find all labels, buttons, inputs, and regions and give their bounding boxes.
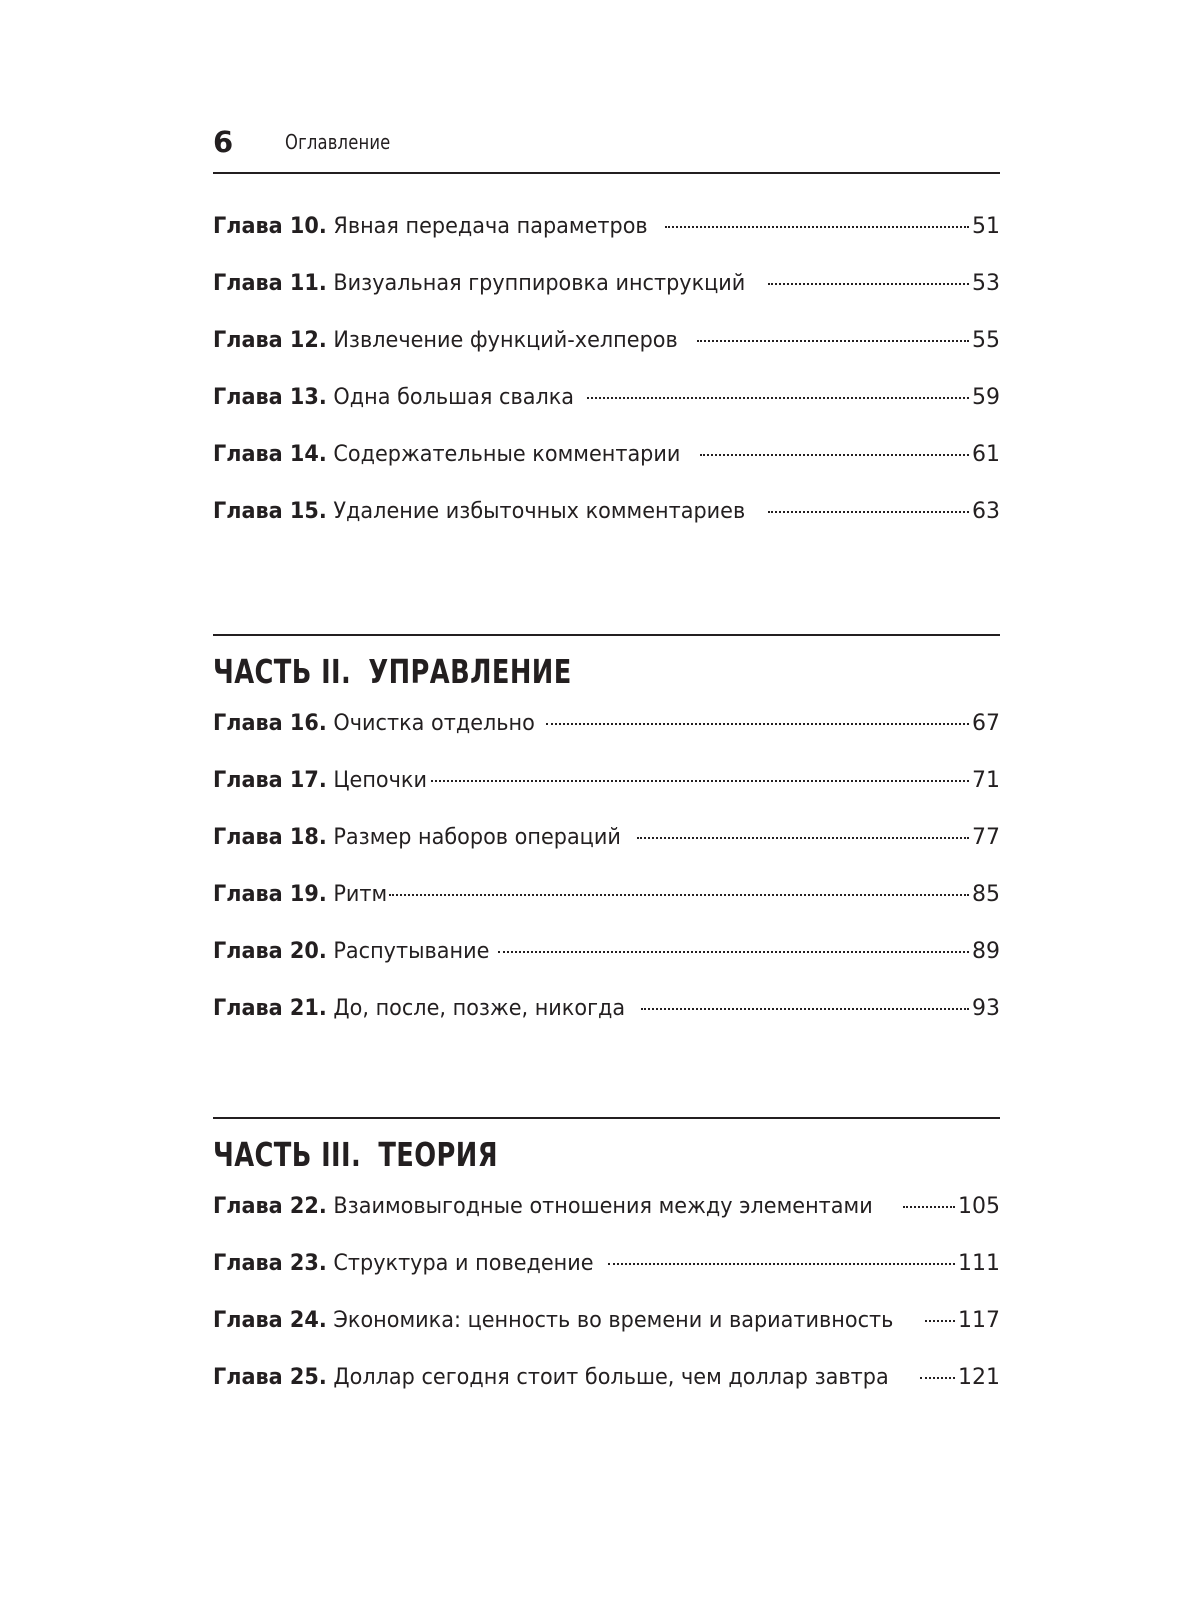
toc-section-2 bbox=[213, 711, 1000, 1053]
dot-leader bbox=[637, 837, 969, 839]
part-title: УПРАВЛЕНИЕ bbox=[368, 652, 572, 691]
chapter-page-number: 59 bbox=[972, 385, 1000, 410]
dot-leader bbox=[389, 894, 969, 896]
chapter-page-number: 111 bbox=[958, 1251, 1000, 1276]
chapter-title: До, после, позже, никогда bbox=[333, 996, 626, 1021]
dot-leader bbox=[700, 454, 969, 456]
running-title: Оглавление bbox=[285, 130, 391, 154]
part-label: ЧАСТЬ II. bbox=[213, 652, 352, 691]
chapter-page-number: 105 bbox=[958, 1194, 1000, 1219]
dot-leader bbox=[608, 1263, 955, 1265]
toc-entry-chapter-11[interactable] bbox=[213, 271, 1000, 328]
chapter-title: Одна большая свалка bbox=[333, 385, 575, 410]
chapter-title: Структура и поведение bbox=[333, 1251, 594, 1276]
chapter-label: Глава 15. bbox=[213, 499, 327, 524]
chapter-title: Ритм bbox=[333, 882, 388, 907]
running-head bbox=[213, 122, 1000, 174]
toc-entry-chapter-14[interactable] bbox=[213, 442, 1000, 499]
chapter-title: Распутывание bbox=[333, 939, 490, 964]
chapter-title: Визуальная группировка инструкций bbox=[333, 271, 746, 296]
toc-entry-chapter-12[interactable] bbox=[213, 328, 1000, 385]
chapter-title: Доллар сегодня стоит больше, чем доллар завтра bbox=[333, 1365, 889, 1390]
chapter-page-number: 71 bbox=[972, 768, 1000, 793]
chapter-title: Цепочки bbox=[333, 768, 427, 793]
dot-leader bbox=[697, 340, 969, 342]
dot-leader bbox=[920, 1377, 955, 1379]
chapter-label: Глава 24. bbox=[213, 1308, 327, 1333]
page-number: 6 bbox=[213, 125, 234, 159]
dot-leader bbox=[641, 1008, 969, 1010]
toc-entry-chapter-21[interactable] bbox=[213, 996, 1000, 1053]
part-divider-rule bbox=[213, 634, 1000, 636]
toc-section-3 bbox=[213, 1194, 1000, 1422]
chapter-page-number: 67 bbox=[972, 711, 1000, 736]
chapter-label: Глава 17. bbox=[213, 768, 327, 793]
chapter-label: Глава 10. bbox=[213, 214, 327, 239]
chapter-page-number: 77 bbox=[972, 825, 1000, 850]
dot-leader bbox=[546, 723, 969, 725]
chapter-page-number: 53 bbox=[972, 271, 1000, 296]
toc-entry-chapter-16[interactable] bbox=[213, 711, 1000, 768]
dot-leader bbox=[587, 397, 969, 399]
toc-section-1 bbox=[213, 214, 1000, 556]
part-divider-rule bbox=[213, 1117, 1000, 1119]
dot-leader bbox=[498, 951, 970, 953]
toc-entry-chapter-25[interactable] bbox=[213, 1365, 1000, 1422]
chapter-title: Очистка отдельно bbox=[333, 711, 535, 736]
chapter-title: Содержательные комментарии bbox=[333, 442, 681, 467]
chapter-label: Глава 16. bbox=[213, 711, 327, 736]
chapter-label: Глава 23. bbox=[213, 1251, 327, 1276]
chapter-label: Глава 14. bbox=[213, 442, 327, 467]
part-heading-2[interactable] bbox=[213, 650, 572, 694]
chapter-page-number: 121 bbox=[958, 1365, 1000, 1390]
toc-entry-chapter-13[interactable] bbox=[213, 385, 1000, 442]
toc-entry-chapter-18[interactable] bbox=[213, 825, 1000, 882]
dot-leader bbox=[768, 511, 969, 513]
dot-leader bbox=[925, 1320, 955, 1322]
chapter-title: Явная передача параметров bbox=[333, 214, 648, 239]
chapter-label: Глава 11. bbox=[213, 271, 327, 296]
chapter-title: Взаимовыгодные отношения между элементами bbox=[333, 1194, 873, 1219]
chapter-page-number: 55 bbox=[972, 328, 1000, 353]
chapter-page-number: 93 bbox=[972, 996, 1000, 1021]
chapter-label: Глава 21. bbox=[213, 996, 327, 1021]
chapter-label: Глава 25. bbox=[213, 1365, 327, 1390]
toc-entry-chapter-24[interactable] bbox=[213, 1308, 1000, 1365]
toc-entry-chapter-10[interactable] bbox=[213, 214, 1000, 271]
dot-leader bbox=[903, 1206, 955, 1208]
chapter-label: Глава 20. bbox=[213, 939, 327, 964]
dot-leader bbox=[431, 780, 969, 782]
toc-entry-chapter-23[interactable] bbox=[213, 1251, 1000, 1308]
chapter-title: Удаление избыточных комментариев bbox=[333, 499, 746, 524]
toc-entry-chapter-20[interactable] bbox=[213, 939, 1000, 996]
toc-entry-chapter-22[interactable] bbox=[213, 1194, 1000, 1251]
chapter-label: Глава 18. bbox=[213, 825, 327, 850]
dot-leader bbox=[768, 283, 969, 285]
part-label: ЧАСТЬ III. bbox=[213, 1135, 362, 1174]
dot-leader bbox=[665, 226, 969, 228]
chapter-label: Глава 12. bbox=[213, 328, 327, 353]
chapter-title: Извлечение функций-хелперов bbox=[333, 328, 678, 353]
toc-entry-chapter-15[interactable] bbox=[213, 499, 1000, 556]
chapter-page-number: 61 bbox=[972, 442, 1000, 467]
chapter-page-number: 89 bbox=[972, 939, 1000, 964]
chapter-label: Глава 22. bbox=[213, 1194, 327, 1219]
chapter-page-number: 63 bbox=[972, 499, 1000, 524]
part-title: ТЕОРИЯ bbox=[378, 1135, 498, 1174]
chapter-title: Экономика: ценность во времени и вариативность bbox=[333, 1308, 894, 1333]
chapter-page-number: 51 bbox=[972, 214, 1000, 239]
chapter-label: Глава 13. bbox=[213, 385, 327, 410]
book-page bbox=[213, 0, 1000, 1600]
chapter-page-number: 85 bbox=[972, 882, 1000, 907]
part-heading-3[interactable] bbox=[213, 1133, 498, 1177]
chapter-title: Размер наборов операций bbox=[333, 825, 621, 850]
toc-entry-chapter-17[interactable] bbox=[213, 768, 1000, 825]
chapter-label: Глава 19. bbox=[213, 882, 327, 907]
toc-entry-chapter-19[interactable] bbox=[213, 882, 1000, 939]
chapter-page-number: 117 bbox=[958, 1308, 1000, 1333]
